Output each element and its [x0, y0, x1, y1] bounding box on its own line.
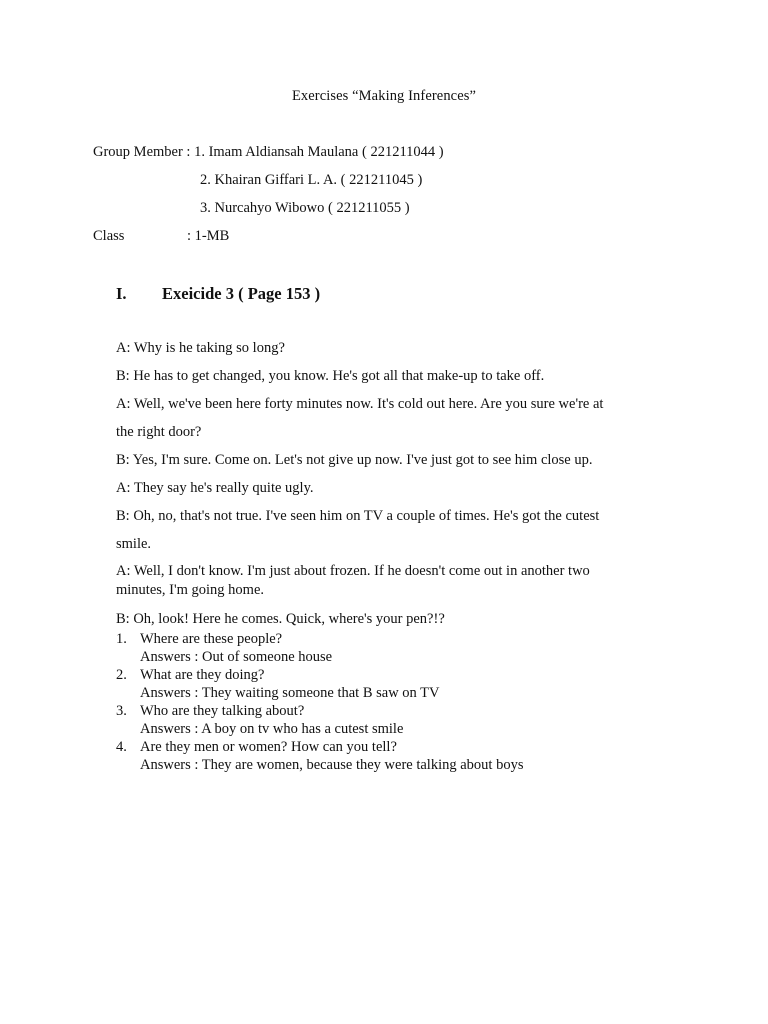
dialogue-line: smile.: [116, 536, 152, 552]
class-value: : 1-MB: [187, 228, 230, 244]
question-number: 3.: [116, 703, 127, 719]
dialogue-line: A: Why is he taking so long?: [116, 340, 285, 356]
document-title: Exercises “Making Inferences”: [291, 88, 477, 104]
question-item: [116, 738, 676, 774]
question-answer: Answers : Out of someone house: [140, 649, 333, 665]
dialogue-line: B: Oh, look! Here he comes. Quick, where's your pen?!?: [116, 611, 445, 627]
section-title: Exeicide 3 ( Page 153 ): [162, 284, 321, 303]
question-answer: Answers : They waiting someone that B saw on TV: [140, 685, 440, 701]
question-text: Are they men or women? How can you tell?: [140, 739, 397, 755]
question-number: 2.: [116, 667, 127, 683]
question-item: [116, 702, 676, 738]
dialogue-line: B: Yes, I'm sure. Come on. Let's not give up now. I've just got to see him close up.: [116, 452, 593, 468]
dialogue-line: A: Well, I don't know. I'm just about frozen. If he doesn't come out in another two: [116, 563, 590, 579]
group-member-line: Group Member : 1. Imam Aldiansah Maulana ( 221211044 ): [93, 144, 444, 160]
dialogue-line: A: Well, we've been here forty minutes now. It's cold out here. Are you sure we're at: [116, 396, 604, 412]
question-list: [116, 630, 676, 774]
group-member-2: 2. Khairan Giffari L. A. ( 221211045 ): [200, 172, 423, 188]
dialogue-line: minutes, I'm going home.: [116, 582, 265, 598]
class-label: Class: [93, 228, 125, 244]
dialogue-line: A: They say he's really quite ugly.: [116, 480, 314, 496]
question-answer: Answers : They are women, because they were talking about boys: [140, 757, 524, 773]
dialogue-line: B: He has to get changed, you know. He's got all that make-up to take off.: [116, 368, 545, 384]
group-member-3: 3. Nurcahyo Wibowo ( 221211055 ): [200, 200, 410, 216]
dialogue-line: the right door?: [116, 424, 202, 440]
section-number: I.: [116, 284, 127, 303]
question-number: 1.: [116, 631, 127, 647]
question-text: Who are they talking about?: [140, 703, 305, 719]
dialogue-block: [116, 334, 636, 633]
dialogue-line: B: Oh, no, that's not true. I've seen him on TV a couple of times. He's got the cutest: [116, 508, 600, 524]
dialogue-wrapped-group: [116, 562, 636, 600]
question-text: What are they doing?: [140, 667, 265, 683]
question-answer: Answers : A boy on tv who has a cutest smile: [140, 721, 404, 737]
section-heading: [116, 284, 320, 304]
question-item: [116, 630, 676, 666]
question-number: 4.: [116, 739, 127, 755]
question-text: Where are these people?: [140, 631, 283, 647]
question-item: [116, 666, 676, 702]
